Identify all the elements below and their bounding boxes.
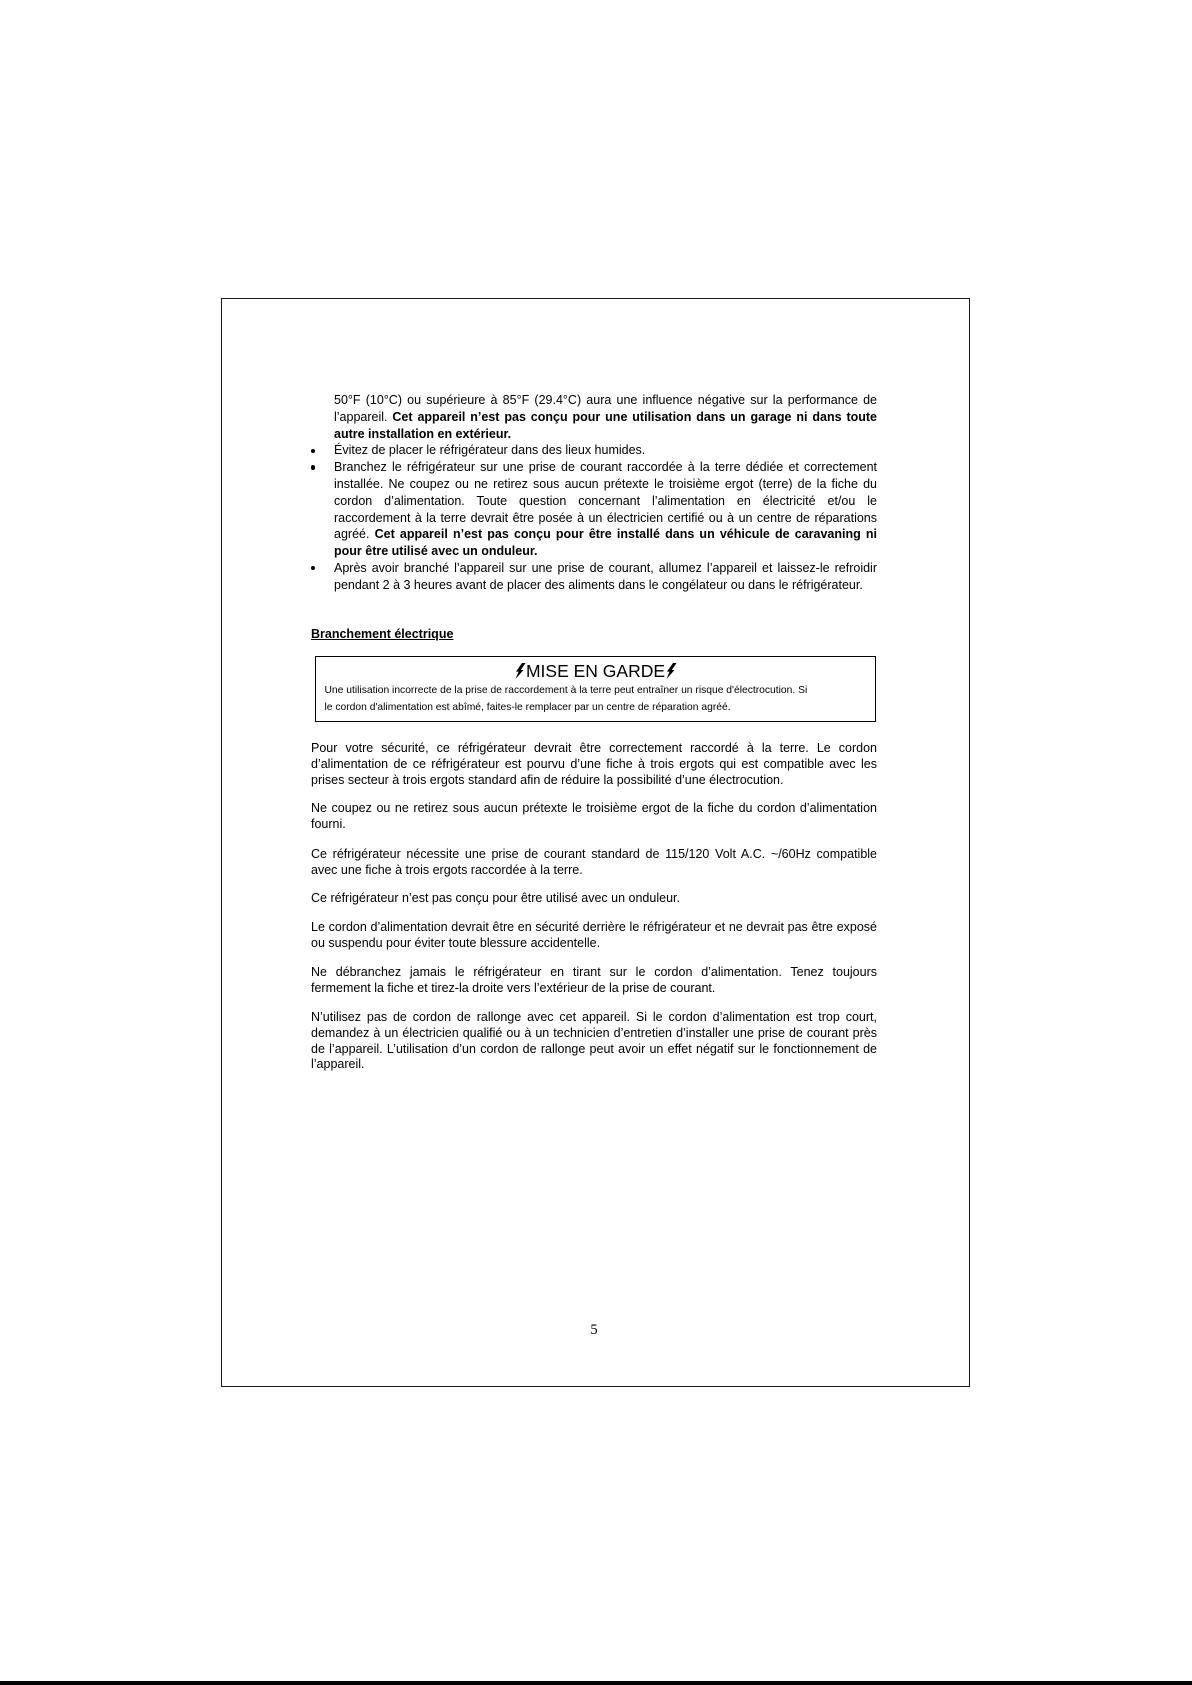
text-line: Ne débranchez jamais le réfrigérateur en tirant sur le cordon d’alimentation. Tenez toujours xyxy=(311,965,877,979)
text-line: d’alimentation de ce réfrigérateur est pourvu d’une fiche à trois ergots qui est compatible avec les xyxy=(311,756,877,771)
list-item-grounded-outlet xyxy=(334,459,877,560)
text-line: Le cordon d’alimentation devrait être en sécurité derrière le réfrigérateur et ne devrait pas être exposé xyxy=(311,920,877,934)
text-line: Ce réfrigérateur n’est pas conçu pour être utilisé avec un onduleur. xyxy=(311,891,680,905)
text-segment: Après avoir branché l’appareil sur une prise de courant, allumez l’appareil et laissez-le refroidir xyxy=(334,560,877,575)
text-segment: l’appareil. xyxy=(334,409,393,424)
warning-box xyxy=(315,656,876,722)
warning-text xyxy=(325,683,808,717)
list-item-humidity xyxy=(334,442,877,459)
text-segment: 50°F (10°C) ou supérieure à 85°F (29.4°C) aura une influence négative sur la performance de xyxy=(334,393,877,407)
text-line xyxy=(334,543,877,560)
text-line: Pour votre sécurité, ce réfrigérateur devrait être correctement raccordé à la terre. Le cordon xyxy=(311,741,877,755)
text-line: prises secteur à trois ergots standard afin de réduire la possibilité d’une électrocution. xyxy=(311,772,784,787)
section-heading: Branchement électrique xyxy=(311,627,454,641)
text-segment: pendant 2 à 3 heures avant de placer des aliments dans le congélateur ou dans le réfrigérateur. xyxy=(334,577,863,592)
text-line: Ce réfrigérateur nécessite une prise de courant standard de 115/120 Volt A.C. ~/60Hz compatible xyxy=(311,847,877,861)
text-line: fermement la fiche et tirez-la droite vers l’extérieur de la prise de courant. xyxy=(311,980,716,995)
text-line xyxy=(334,476,877,493)
bottom-edge-line xyxy=(0,1681,1192,1685)
text-line xyxy=(334,560,877,577)
text-line xyxy=(334,510,877,527)
text-segment: cordon d’alimentation. Toute question concernant l’alimentation en électricité et/ou le xyxy=(334,493,877,508)
text-line xyxy=(334,493,877,510)
warning-title xyxy=(316,661,875,682)
text-segment: raccordement à la terre devrait être posée à un électricien certifié ou à un centre de réparations xyxy=(334,510,877,525)
text-line: fourni. xyxy=(311,816,346,831)
text-line: N’utilisez pas de cordon de rallonge avec cet appareil. Si le cordon d’alimentation est trop court, xyxy=(311,1010,877,1024)
text-line xyxy=(334,526,877,543)
paragraph-extension-cord xyxy=(311,1010,877,1073)
lightning-bolt-icon xyxy=(665,663,677,679)
paragraph-outlet-requirement xyxy=(311,847,877,879)
text-line: de l’appareil. L’utilisation d’un cordon de rallonge peut avoir un effet négatif sur le fonctionnement de xyxy=(311,1041,877,1056)
text-line xyxy=(334,426,877,443)
text-line: l’appareil. xyxy=(311,1057,365,1072)
text-line: avec une fiche à trois ergots raccordée à la terre. xyxy=(311,862,583,877)
text-line xyxy=(334,392,877,409)
text-line xyxy=(334,409,877,426)
paragraph-inverter xyxy=(311,891,877,907)
text-line xyxy=(334,577,877,594)
bullet-icon xyxy=(311,449,315,453)
bold-text-segment: pour être utilisé avec un onduleur. xyxy=(334,544,538,559)
text-segment: installée. Ne coupez ou ne retirez sous aucun prétexte le troisième ergot (terre) de la fiche du xyxy=(334,476,877,491)
bold-text-segment: Cet appareil n’est pas conçu pour être installé dans un véhicule de caravaning ni xyxy=(374,527,877,542)
bold-text-segment: Cet appareil n’est pas conçu pour une utilisation dans un garage ni dans toute xyxy=(392,409,877,424)
text-line: le cordon d'alimentation est abîmé, faites-le remplacer par un centre de réparation agréé. xyxy=(324,701,731,713)
text-line: Ne coupez ou ne retirez sous aucun prétexte le troisième ergot de la fiche du cordon d’alimentation xyxy=(311,801,877,815)
list-item-continued xyxy=(334,392,877,442)
text-line xyxy=(334,442,877,459)
lightning-bolt-icon xyxy=(514,663,526,679)
instruction-list xyxy=(334,392,877,594)
warning-title-text: MISE EN GARDE xyxy=(525,661,666,681)
bold-text-segment: autre installation en extérieur. xyxy=(334,426,512,441)
list-item-cooldown xyxy=(334,560,877,594)
page-number: 5 xyxy=(590,1322,598,1338)
text-line: demandez à un électricien qualifié ou à un technicien d’entretien d’installer une prise de courant près xyxy=(311,1025,877,1040)
bullet-icon xyxy=(311,465,315,469)
paragraph-ground-pin xyxy=(311,801,877,833)
text-segment: Branchez le réfrigérateur sur une prise de courant raccordée à la terre dédiée et correctement xyxy=(334,460,877,475)
paragraph-safety-grounding xyxy=(311,741,877,788)
text-line xyxy=(334,459,877,476)
text-line: ou suspendu pour éviter toute blessure accidentelle. xyxy=(311,935,601,950)
text-segment: agréé. xyxy=(334,527,375,542)
paragraph-cord-placement xyxy=(311,920,877,952)
paragraph-unplugging xyxy=(311,965,877,997)
text-line: Une utilisation incorrecte de la prise de raccordement à la terre peut entraîner un risque d'électrocution. Si xyxy=(324,685,808,696)
text-segment: Évitez de placer le réfrigérateur dans des lieux humides. xyxy=(334,443,646,458)
